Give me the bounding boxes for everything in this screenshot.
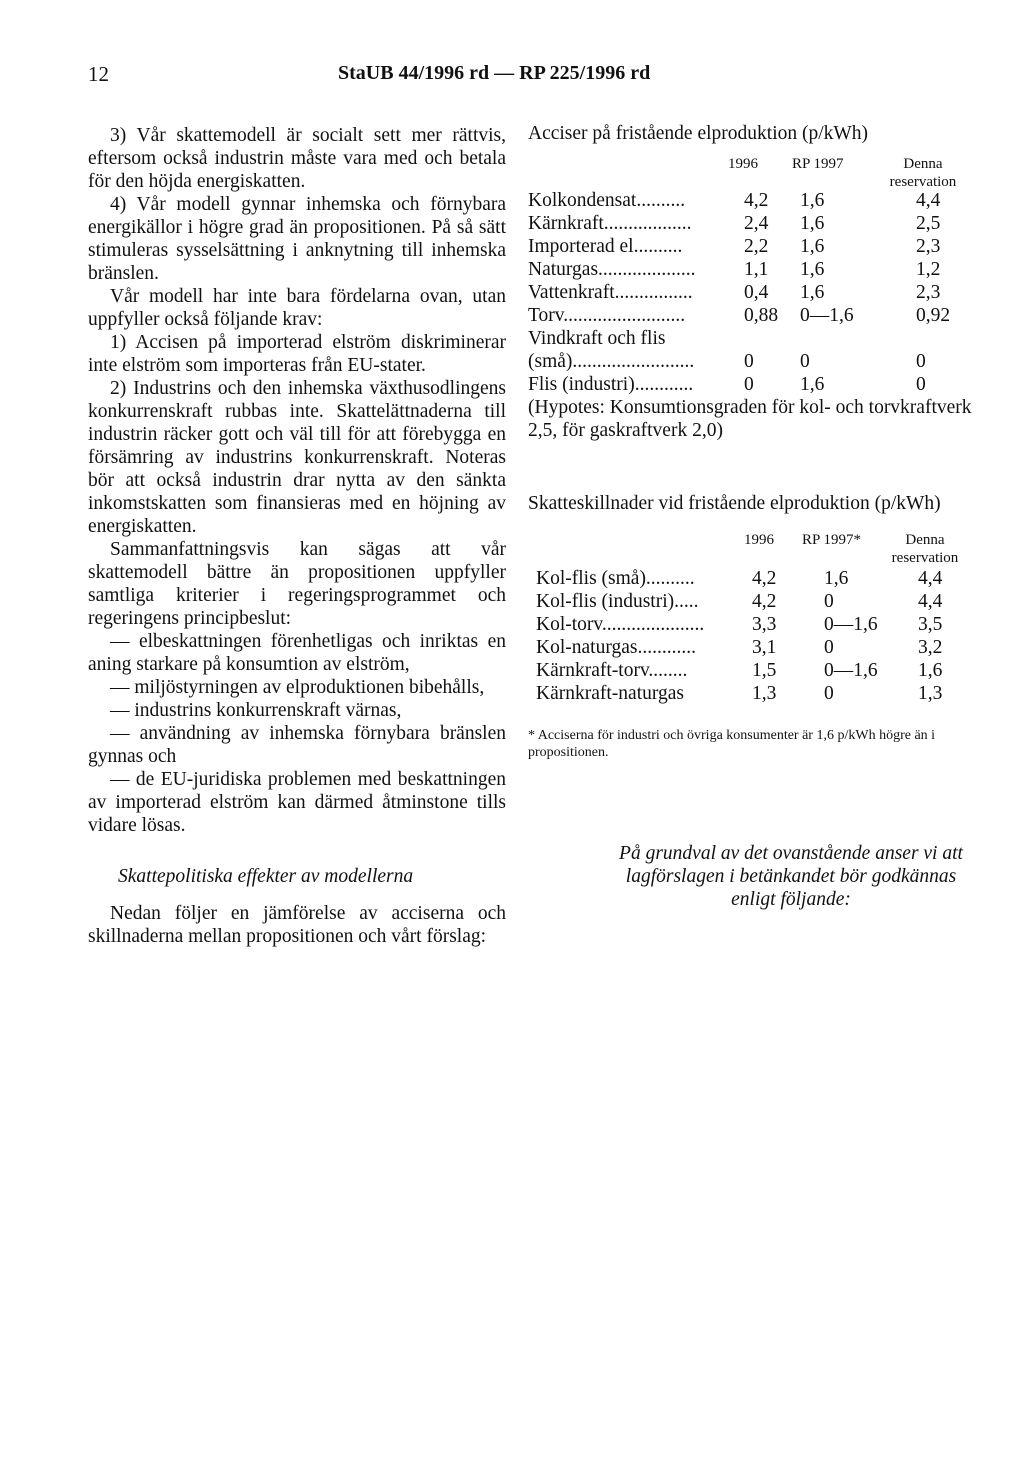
cell-rp1997: 1,6 <box>800 190 825 211</box>
table-row <box>536 659 978 682</box>
table-row <box>528 258 978 281</box>
tax-difference-table <box>528 492 978 761</box>
cell-reservation: 0 <box>916 351 926 372</box>
cell-1996: 2,4 <box>744 213 769 234</box>
cell-1996: 1,5 <box>752 660 777 681</box>
row-label: Importerad el.......... <box>528 236 683 257</box>
cell-rp1997: 1,6 <box>800 374 825 395</box>
row-label: Kol-flis (industri)..... <box>536 591 699 612</box>
row-label: Kolkondensat.......... <box>528 190 686 211</box>
cell-reservation: 1,6 <box>918 660 943 681</box>
table-row <box>536 682 978 705</box>
row-label: Kärnkraft-naturgas <box>536 683 684 704</box>
table-row <box>536 590 978 613</box>
row-label: Vindkraft och flis <box>528 328 666 349</box>
cell-reservation: 2,3 <box>916 282 941 303</box>
page-header <box>88 62 948 90</box>
list-item: — användning av inhemska förnybara bränslen gynnas och <box>88 723 506 767</box>
list-item: — industrins konkurrenskraft värnas, <box>110 700 402 721</box>
left-column <box>88 124 506 948</box>
list-item: — miljöstyrningen av elproduktionen bibehålls, <box>110 677 485 698</box>
column-header: 1996 <box>744 532 774 548</box>
column-header: RP 1997 <box>792 156 844 172</box>
cell-rp1997: 0—1,6 <box>824 614 878 635</box>
column-header-line: Denna <box>905 532 945 548</box>
row-label: Vattenkraft................ <box>528 282 693 303</box>
cell-1996: 3,3 <box>752 614 777 635</box>
column-header: RP 1997* <box>802 532 862 548</box>
table-row <box>528 235 978 258</box>
cell-reservation: 3,5 <box>918 614 943 635</box>
column-header-line: Denna <box>903 156 943 172</box>
paragraph: Nedan följer en jämförelse av acciserna och skillnaderna mellan propositionen och vårt förslag: <box>88 903 506 947</box>
table-row <box>536 613 978 636</box>
row-label: Naturgas.................... <box>528 259 696 280</box>
table-title: Acciser på fristående elproduktion (p/kWh) <box>528 123 869 144</box>
table-row <box>528 373 978 396</box>
table-row <box>528 281 978 304</box>
table-row <box>536 567 978 590</box>
row-label: Kärnkraft.................. <box>528 213 692 234</box>
column-header-line: reservation <box>891 550 959 566</box>
cell-reservation: 4,4 <box>918 591 943 612</box>
hypothesis-note: (Hypotes: Konsumtionsgraden för kol- och torvkraftverk 2,5, för gaskraftverk 2,0) <box>528 397 972 441</box>
cell-rp1997: 1,6 <box>824 568 849 589</box>
right-column <box>528 122 978 775</box>
cell-rp1997: 0 <box>800 351 810 372</box>
column-header <box>870 531 980 567</box>
cell-rp1997: 1,6 <box>800 213 825 234</box>
table-header <box>528 521 978 567</box>
table-row <box>528 189 978 212</box>
list-item: — elbeskattningen förenhetligas och inriktas en aning starkare på konsumtion av elström, <box>88 631 506 675</box>
cell-reservation: 3,2 <box>918 637 943 658</box>
excise-table <box>528 122 978 442</box>
cell-1996: 2,2 <box>744 236 769 257</box>
table-row <box>528 212 978 235</box>
table-title: Skatteskillnader vid fristående elproduktion (p/kWh) <box>528 493 941 514</box>
cell-reservation: 4,4 <box>916 190 941 211</box>
cell-1996: 4,2 <box>744 190 769 211</box>
table-row <box>536 636 978 659</box>
cell-reservation: 0,92 <box>916 305 951 326</box>
row-label: Kol-torv..................... <box>536 614 705 635</box>
paragraph: 2) Industrins och den inhemska växthusodlingens konkurrenskraft rubbas inte. Skattelättnaderna till industrin räcker gott och väl till för att förebygga en försämring av industrins konkurrenskraft. Noteras bör att också industrin drar nytta av den sänkta inkomstskatten som finansieras med en höjning av energiskatten. <box>88 378 506 537</box>
row-label: Kol-flis (små).......... <box>536 568 695 589</box>
cell-rp1997: 1,6 <box>800 282 825 303</box>
cell-1996: 0,4 <box>744 282 769 303</box>
cell-rp1997: 0 <box>824 637 834 658</box>
paragraph: 3) Vår skattemodell är socialt sett mer rättvis, eftersom också industrin måste vara med och betala för den höjda energiskatten. <box>88 125 506 192</box>
row-label: Kärnkraft-torv........ <box>536 660 688 681</box>
cell-1996: 0 <box>744 351 754 372</box>
row-label: Torv......................... <box>528 305 686 326</box>
paragraph: Sammanfattningsvis kan sägas att vår skattemodell bättre än propositionen uppfyller samtliga kriterier i regeringsprogrammet och regeringens principbeslut: <box>88 539 506 629</box>
conclusion-text: På grundval av det ovanstående anser vi att lagförslagen i betänkandet bör godkännas enligt följande: <box>619 843 963 910</box>
table-row <box>528 327 978 350</box>
cell-rp1997: 1,6 <box>800 236 825 257</box>
row-label: (små)......................... <box>528 351 695 372</box>
cell-rp1997: 1,6 <box>800 259 825 280</box>
cell-rp1997: 0 <box>824 683 834 704</box>
paragraph: Vår modell har inte bara fördelarna ovan, utan uppfyller också följande krav: <box>88 286 506 330</box>
cell-1996: 0,88 <box>744 305 779 326</box>
cell-1996: 1,3 <box>752 683 777 704</box>
cell-reservation: 0 <box>916 374 926 395</box>
paragraph: 4) Vår modell gynnar inhemska och förnybara energikällor i högre grad än propositionen. På så sätt stimuleras sysselsättning i anknytning till inhemska bränslen. <box>88 194 506 284</box>
cell-reservation: 4,4 <box>918 568 943 589</box>
section-heading: Skattepolitiska effekter av modellerna <box>118 866 414 887</box>
footnote: * Acciserna för industri och övriga konsumenter är 1,6 p/kWh högre än i propositionen. <box>528 728 936 760</box>
cell-1996: 4,2 <box>752 568 777 589</box>
running-head: StaUB 44/1996 rd — RP 225/1996 rd <box>338 62 651 84</box>
cell-1996: 4,2 <box>752 591 777 612</box>
cell-reservation: 1,3 <box>918 683 943 704</box>
list-item: — de EU-juridiska problemen med beskattningen av importerad elström kan därmed åtminstone tills vidare lösas. <box>88 769 506 836</box>
page-number: 12 <box>88 62 109 86</box>
cell-1996: 3,1 <box>752 637 777 658</box>
column-header <box>868 155 978 191</box>
cell-1996: 1,1 <box>744 259 769 280</box>
cell-rp1997: 0 <box>824 591 834 612</box>
paragraph: 1) Accisen på importerad elström diskriminerar inte elström som importeras från EU-stater. <box>88 332 506 376</box>
column-header-line: reservation <box>889 174 957 190</box>
cell-1996: 0 <box>744 374 754 395</box>
column-header: 1996 <box>728 156 758 172</box>
table-header <box>528 145 978 189</box>
table-row <box>528 350 978 373</box>
row-label: Flis (industri)............ <box>528 374 694 395</box>
cell-rp1997: 0—1,6 <box>800 305 854 326</box>
row-label: Kol-naturgas............ <box>536 637 696 658</box>
cell-rp1997: 0—1,6 <box>824 660 878 681</box>
cell-reservation: 1,2 <box>916 259 941 280</box>
table-row <box>528 304 978 327</box>
cell-reservation: 2,5 <box>916 213 941 234</box>
cell-reservation: 2,3 <box>916 236 941 257</box>
